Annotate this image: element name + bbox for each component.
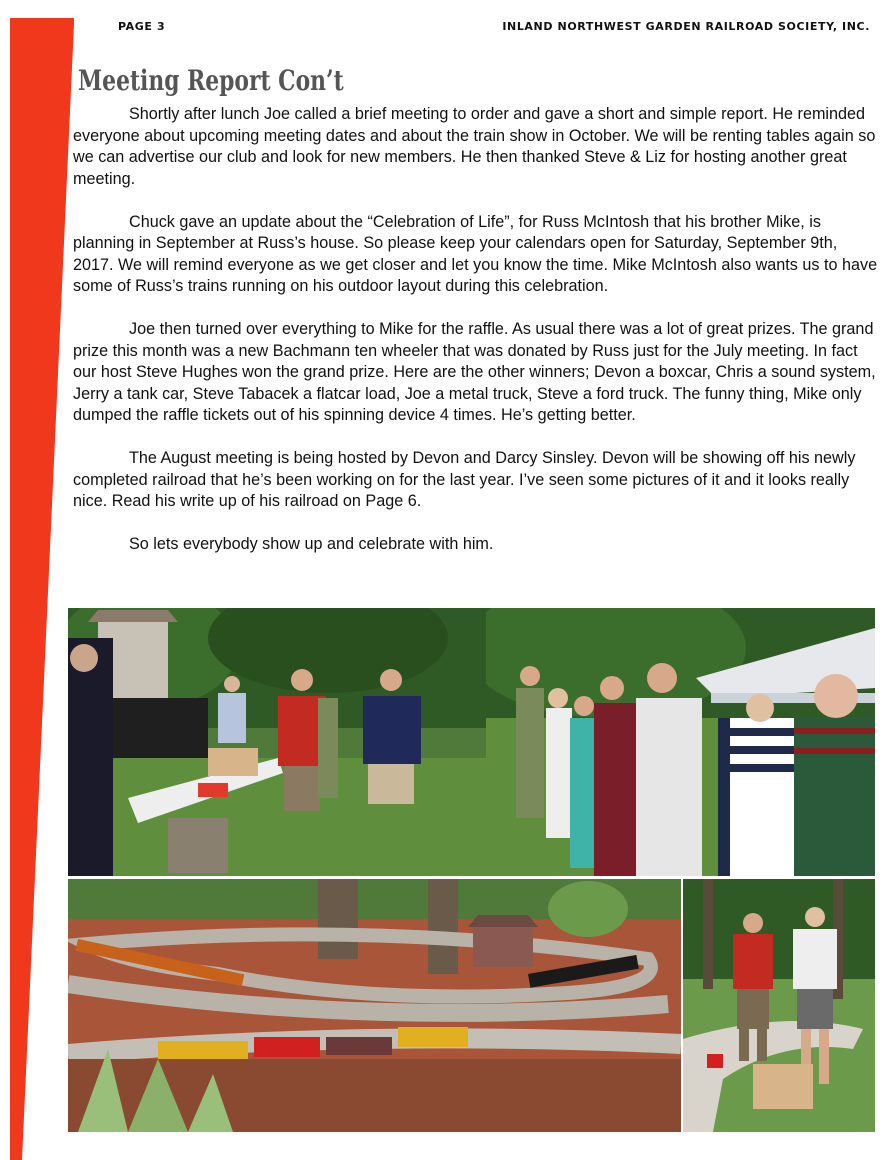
- page-number: PAGE 3: [118, 20, 166, 33]
- photo-garden-railroad-layout: [68, 879, 681, 1132]
- paragraph-4: The August meeting is being hosted by Devon and Darcy Sinsley. Devon will be showing off his newly completed railroad that he’s been working on for the last year. I’ve seen some pictures of it and it looks really nice. Read his write up of his railroad on Page 6.: [73, 449, 856, 510]
- photo-group-members: [486, 608, 875, 876]
- paragraph-1: Shortly after lunch Joe called a brief meeting to order and gave a short and simple report. He reminded everyone about upcoming meeting dates and about the train show in October. We will be renting tables again so we can advertise our club and look for new members. He then thanked Steve & Liz for hosting another great meeting.: [73, 105, 876, 188]
- paragraph-5: So lets everybody show up and celebrate with him.: [129, 535, 494, 553]
- photo-members-on-path: [683, 879, 875, 1132]
- paragraph-3: Joe then turned over everything to Mike for the raffle. As usual there was a lot of great prizes. The grand prize this month was a new Bachmann ten wheeler that was donated by Russ just for the July meeting. In fact our host Steve Hughes won the grand prize. Here are the other winners; Devon a boxcar, Chris a sound system, Jerry a tank car, Steve Tabacek a flatcar load, Joe a metal truck, Steve a ford truck. The funny thing, Mike only dumped the raffle tickets out of his spinning device 4 times. He’s getting better.: [73, 320, 876, 424]
- paragraph-2: Chuck gave an update about the “Celebration of Life”, for Russ McIntosh that his brother Mike, is planning in September at Russ’s house. So please keep your calendars open for Saturday, September 9th, 2017. We will remind everyone as we get closer and let you know the time. Mike McIntosh also wants us to have some of Russ’s trains running on his outdoor layout during this celebration.: [73, 212, 878, 295]
- photo-raffle-table: [68, 608, 486, 876]
- article-body: [73, 104, 878, 577]
- organization-name: INLAND NORTHWEST GARDEN RAILROAD SOCIETY, INC.: [502, 20, 870, 33]
- article-title: Meeting Report Con’t: [78, 64, 344, 97]
